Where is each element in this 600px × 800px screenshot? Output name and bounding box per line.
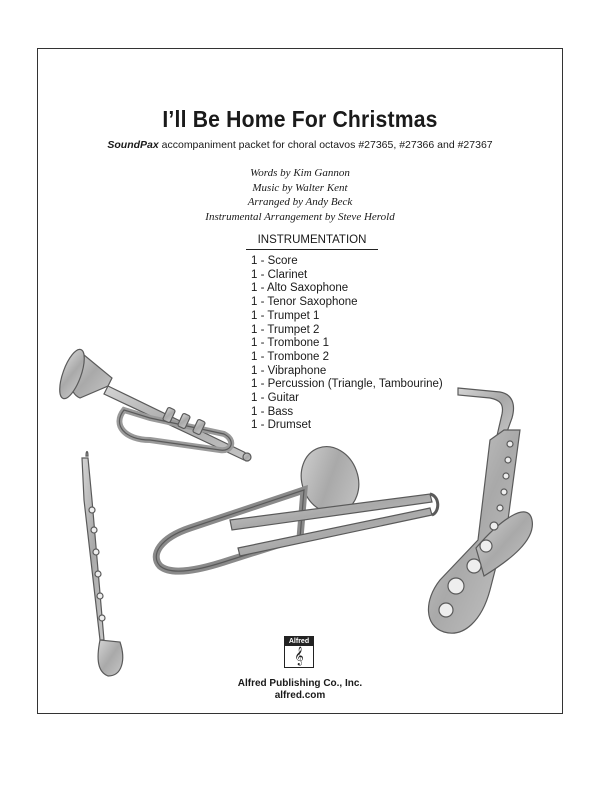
credits bbox=[0, 166, 600, 224]
publisher-name: Alfred Publishing Co., Inc. bbox=[237, 678, 363, 689]
trombone-icon bbox=[156, 438, 438, 571]
credit-music: Music by Walter Kent bbox=[252, 181, 348, 194]
logo-text: Alfred bbox=[285, 637, 313, 646]
trumpet-icon bbox=[55, 346, 251, 461]
list-item: 1 - Tenor Saxophone bbox=[251, 296, 358, 309]
list-item: 1 - Trumpet 2 bbox=[251, 323, 320, 336]
subtitle-text: accompaniment packet for choral octavos #27365, #27366 and #27367 bbox=[158, 139, 493, 151]
list-item: 1 - Guitar bbox=[251, 392, 299, 405]
instrumentation-list bbox=[251, 255, 443, 433]
list-item: 1 - Vibraphone bbox=[251, 364, 327, 377]
brand-name: SoundPax bbox=[107, 139, 159, 151]
list-item: 1 - Trombone 2 bbox=[251, 350, 329, 363]
saxophone-icon bbox=[428, 388, 532, 633]
alfred-logo bbox=[284, 636, 314, 668]
instrumentation-heading: INSTRUMENTATION bbox=[246, 234, 378, 250]
publisher-website: alfred.com bbox=[274, 690, 326, 701]
clarinet-icon bbox=[82, 452, 123, 677]
list-item: 1 - Trombone 1 bbox=[251, 337, 329, 350]
list-item: 1 - Clarinet bbox=[251, 268, 308, 281]
logo-mark-icon: 𝄞 bbox=[294, 646, 304, 665]
list-item: 1 - Percussion (Triangle, Tambourine) bbox=[251, 378, 443, 391]
publisher-info bbox=[0, 678, 600, 702]
page-title: I’ll Be Home For Christmas bbox=[162, 106, 438, 132]
list-item: 1 - Score bbox=[251, 255, 298, 267]
list-item: 1 - Trumpet 1 bbox=[251, 309, 320, 322]
list-item: 1 - Alto Saxophone bbox=[251, 282, 349, 295]
list-item: 1 - Bass bbox=[251, 405, 294, 418]
subtitle bbox=[0, 139, 600, 151]
credit-instrumental: Instrumental Arrangement by Steve Herold bbox=[205, 210, 395, 223]
list-item: 1 - Drumset bbox=[251, 419, 312, 432]
credit-words: Words by Kim Gannon bbox=[250, 167, 350, 179]
credit-arranger: Arranged by Andy Beck bbox=[247, 196, 353, 208]
